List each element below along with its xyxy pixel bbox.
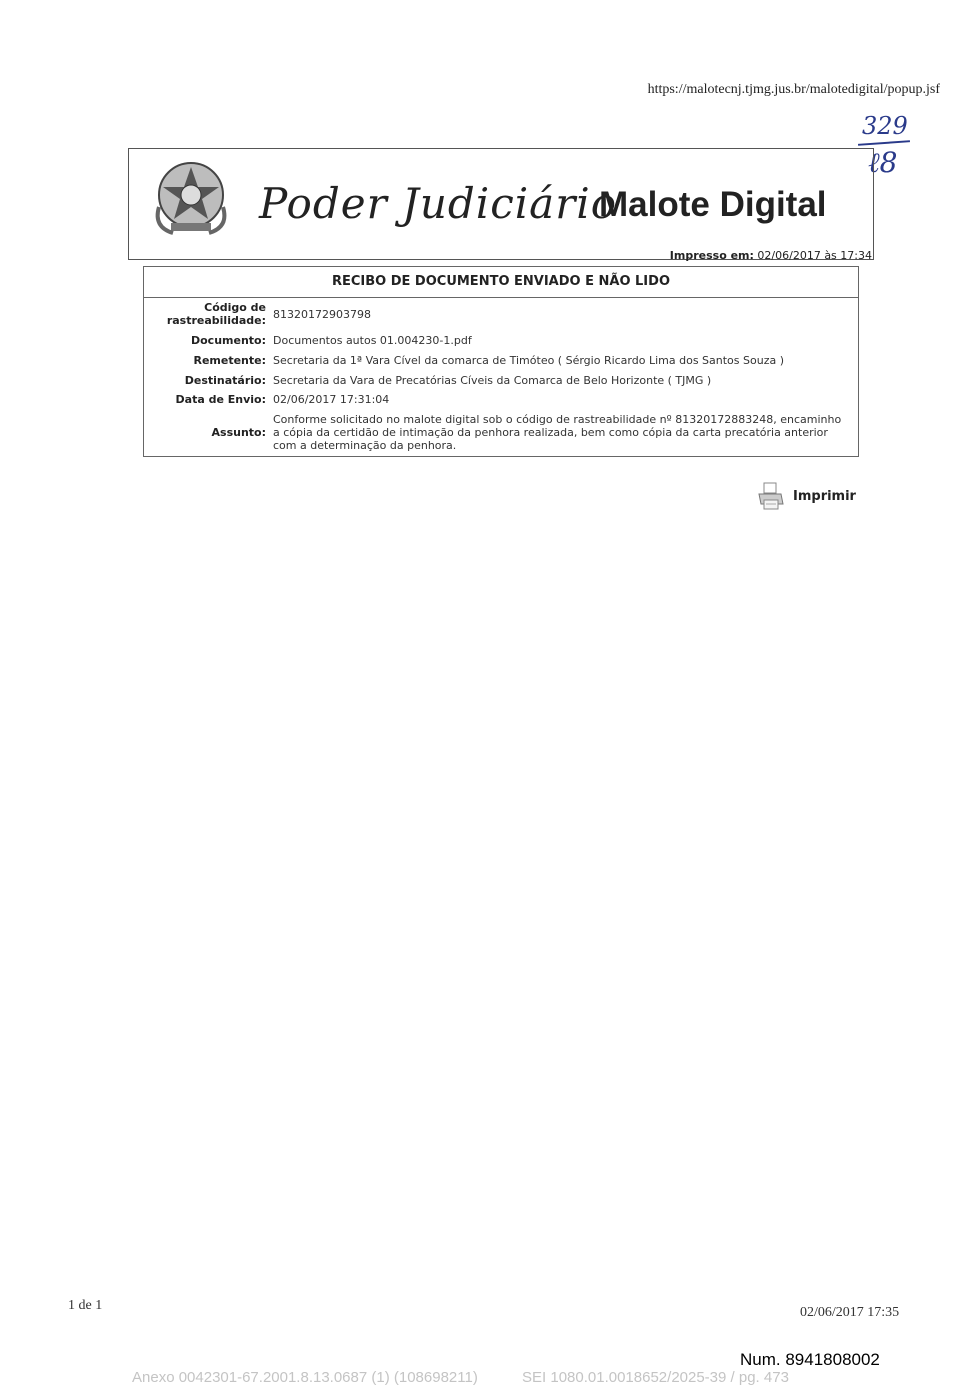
printed-timestamp <box>600 249 872 262</box>
handwritten-underline <box>858 140 910 146</box>
annex-reference: Anexo 0042301-67.2001.8.13.0687 (1) (108698211) <box>132 1369 478 1386</box>
handwritten-page-number: 329 <box>862 112 908 140</box>
printed-label: Impresso em: <box>669 249 754 262</box>
page-url: https://malotecnj.tjmg.jus.br/malotedigital/popup.jsf <box>647 82 940 97</box>
printer-icon <box>755 480 787 512</box>
coat-of-arms-icon <box>151 157 231 239</box>
field-value: Documentos autos 01.004230-1.pdf <box>273 334 472 347</box>
field-label: Destinatário: <box>184 374 266 387</box>
field-value: 81320172903798 <box>273 308 371 321</box>
malote-digital-title: Malote Digital <box>599 185 827 224</box>
field-label: Data de Envio: <box>175 393 266 406</box>
footer-datetime: 02/06/2017 17:35 <box>800 1305 900 1320</box>
poder-judiciario-title: Poder Judiciário <box>259 179 618 228</box>
field-label: Código de <box>204 301 266 314</box>
handwritten-initials: ℓ8 <box>868 146 898 179</box>
annex-watermark <box>132 1369 789 1386</box>
field-label: rastreabilidade: <box>166 314 266 327</box>
printed-value: 02/06/2017 às 17:34 <box>757 249 872 262</box>
header-banner <box>128 148 874 260</box>
receipt-panel <box>143 266 859 457</box>
field-label: Documento: <box>190 334 266 347</box>
field-value: Conforme solicitado no malote digital sob o código de rastreabilidade nº 81320172883248, encaminho a cópia da certidão de intimação da penhora realizada, bem como cópia da carta precatória anterior com a determinação da penhora. <box>273 413 842 452</box>
field-value: Secretaria da Vara de Precatórias Cíveis da Comarca de Belo Horizonte ( TJMG ) <box>273 374 712 387</box>
field-label: Assunto: <box>211 426 266 439</box>
print-button[interactable] <box>755 480 856 512</box>
field-tracking-code <box>144 301 858 329</box>
field-value: 02/06/2017 17:31:04 <box>273 393 390 406</box>
page-count: 1 de 1 <box>68 1298 103 1313</box>
print-button-label: Imprimir <box>793 488 856 504</box>
document-number: Num. 8941808002 <box>740 1350 880 1369</box>
field-value: Secretaria da 1ª Vara Cível da comarca de Timóteo ( Sérgio Ricardo Lima dos Santos Souza ) <box>273 354 784 367</box>
field-label: Remetente: <box>193 354 266 367</box>
receipt-title: RECIBO DE DOCUMENTO ENVIADO E NÃO LIDO <box>144 267 858 298</box>
sei-reference: SEI 1080.01.0018652/2025-39 / pg. 473 <box>522 1369 789 1386</box>
